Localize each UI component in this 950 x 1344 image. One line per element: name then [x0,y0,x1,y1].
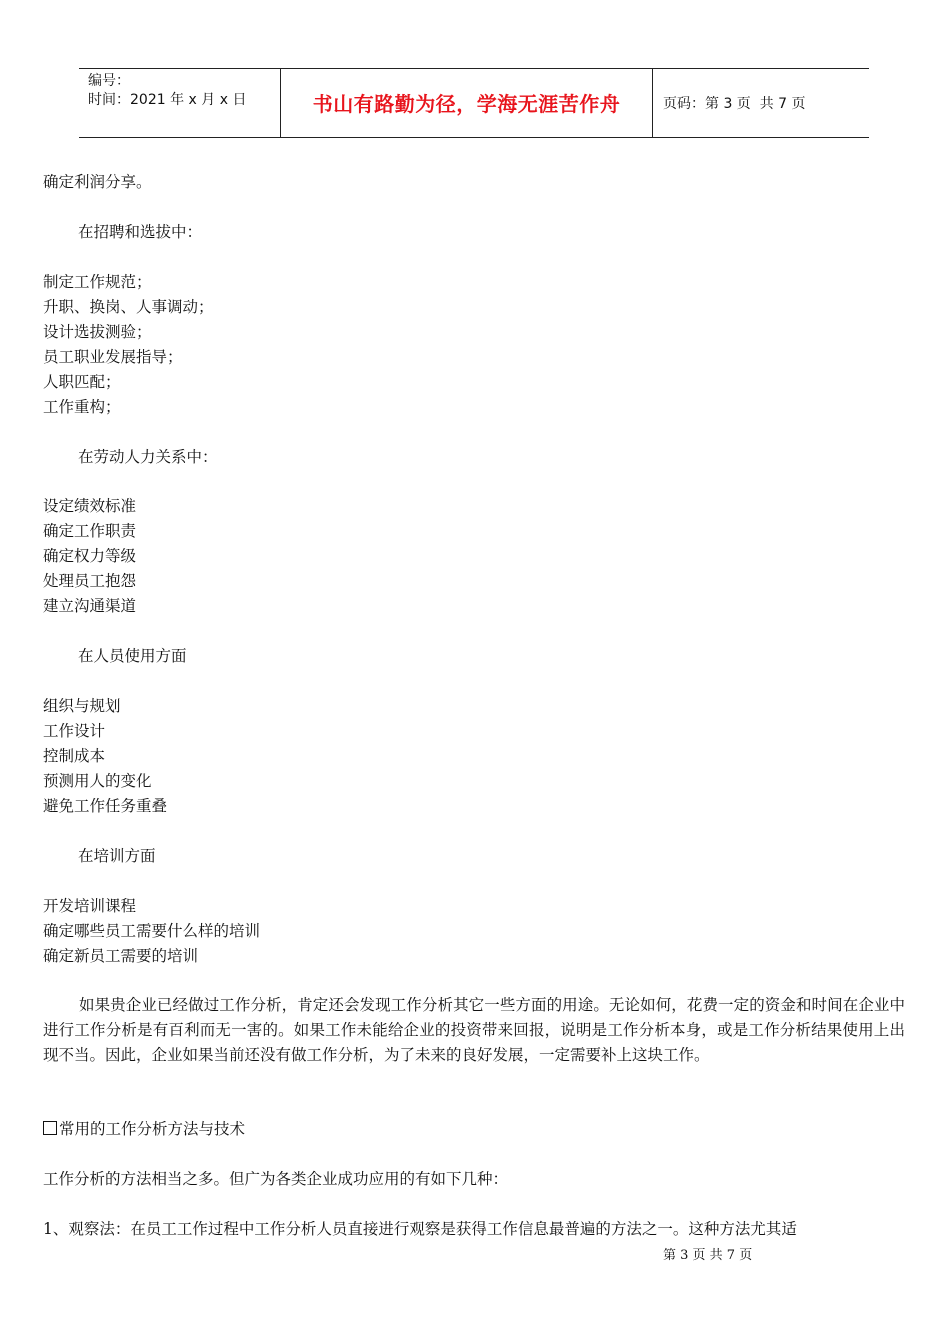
list-item: 建立沟通渠道 [43,597,137,615]
list-item: 工作重构； [43,398,121,416]
list-item: 确定权力等级 [43,547,137,565]
header-meta-cell [79,69,281,137]
checkbox-square-icon [43,1121,57,1135]
list-item: 确定新员工需要的培训 [43,947,199,965]
list-item: 确定工作职责 [43,522,137,540]
list-item: 控制成本 [43,747,106,765]
page-info: 页码：第 3 页 共 7 页 [663,96,806,112]
list-item: 处理员工抱怨 [43,572,137,590]
subheading: 在劳动人力关系中： [78,448,218,466]
list-item: 预测用人的变化 [43,772,152,790]
document-header [79,68,869,138]
list-item: 人职匹配； [43,373,121,391]
motto: 书山有路勤为径，学海无涯苦作舟 [312,92,621,116]
number-label: 编号： [88,73,130,89]
subheading: 在人员使用方面 [78,647,187,665]
list-item: 组织与规划 [43,697,121,715]
subheading: 在培训方面 [78,847,156,865]
methods-intro: 工作分析的方法相当之多。但广为各类企业成功应用的有如下几种： [43,1170,509,1188]
list-item: 避免工作任务重叠 [43,797,168,815]
header-page-cell [653,69,869,137]
section-title-line [43,1119,245,1139]
time-label: 时间：2021 年 x 月 x 日 [88,92,247,108]
list-item: 升职、换岗、人事调动； [43,298,214,316]
body-paragraph: 如果贵企业已经做过工作分析，肯定还会发现工作分析其它一些方面的用途。无论如何，花费一定的资金和时间在企业中进行工作分析是有百利而无一害的。如果工作未能给企业的投资带来回报，说明是工作分析本身，或是工作分析结果使用上出现不当。因此，企业如果当前还没有做工作分析，为了未来的良好发展，一定需要补上这块工作。 [43,996,905,1064]
section-title: 常用的工作分析方法与技术 [59,1120,246,1138]
page-footer: 第 3 页 共 7 页 [663,1248,753,1263]
method-1: 1、观察法：在员工工作过程中工作分析人员直接进行观察是获得工作信息最普遍的方法之一。这种方法尤其适 [43,1220,797,1238]
list-item: 确定哪些员工需要什么样的培训 [43,922,261,940]
list-item: 开发培训课程 [43,897,137,915]
header-motto-cell [281,69,653,137]
text-line: 确定利润分享。 [43,173,152,191]
list-item: 员工职业发展指导； [43,348,183,366]
list-item: 制定工作规范； [43,273,152,291]
list-item: 工作设计 [43,722,106,740]
list-item: 设计选拔测验； [43,323,152,341]
list-item: 设定绩效标准 [43,497,137,515]
subheading: 在招聘和选拔中： [78,223,203,241]
